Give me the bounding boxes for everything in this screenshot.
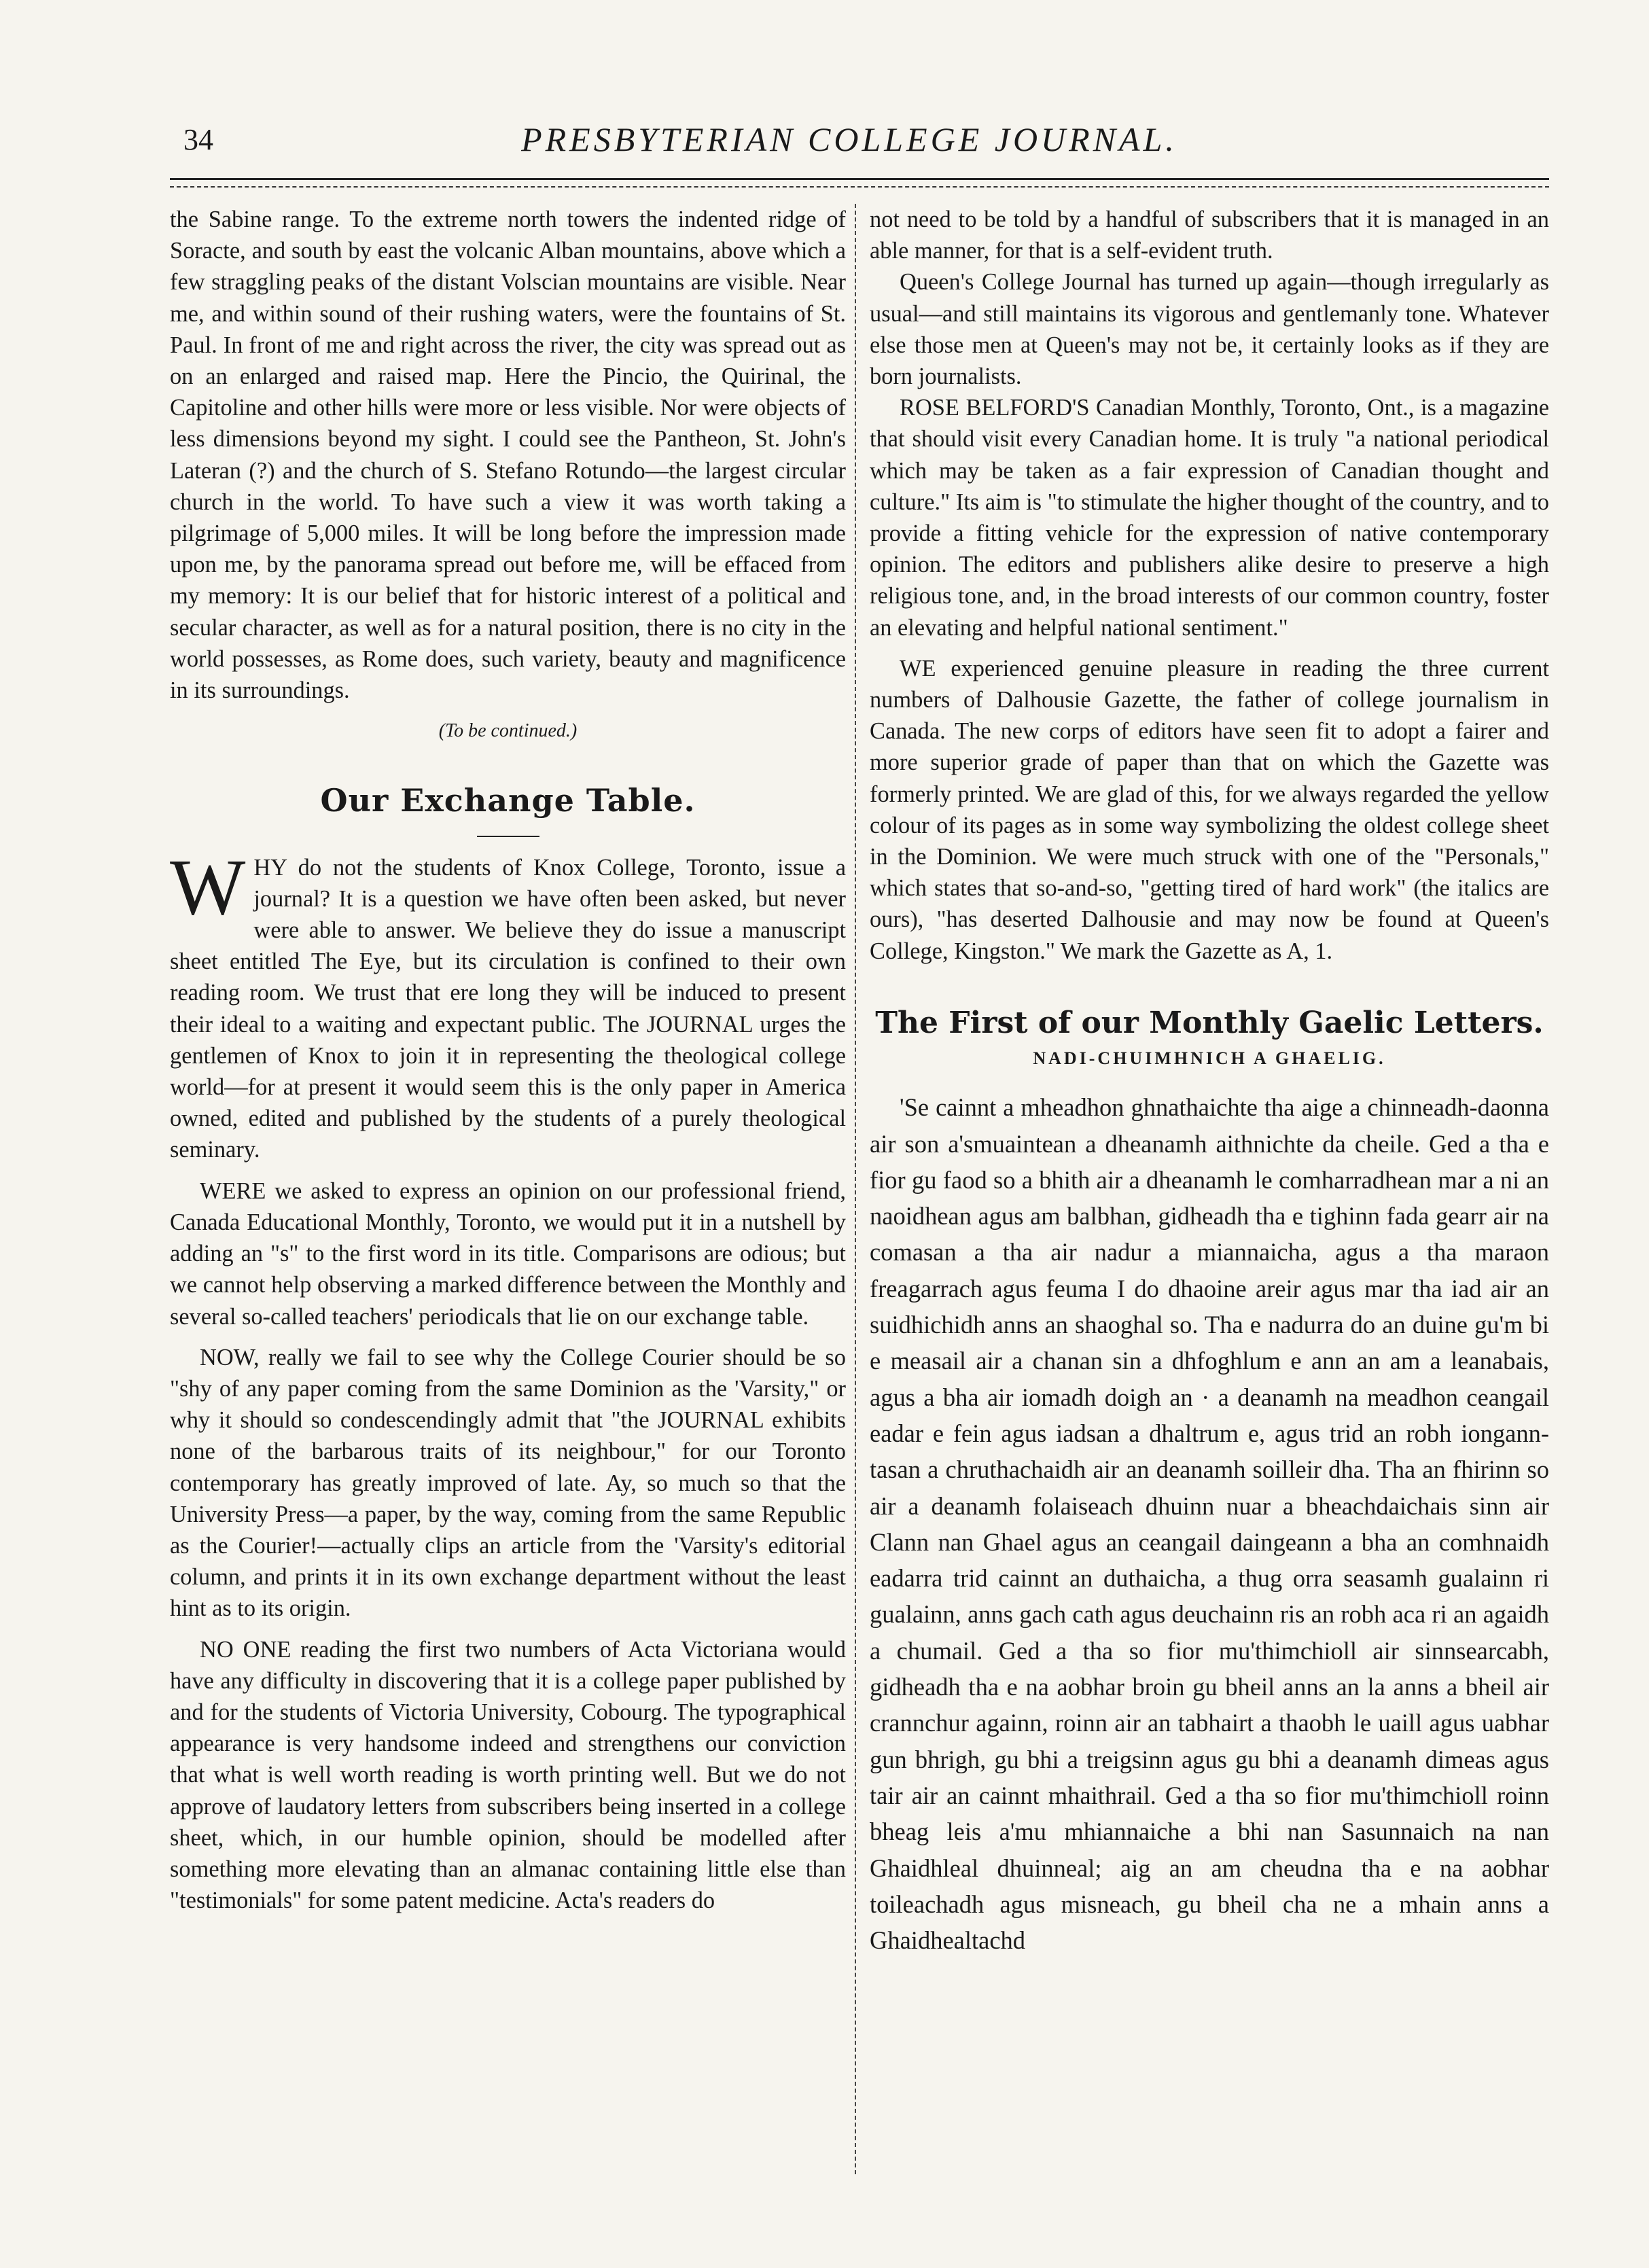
right-column bbox=[870, 204, 1549, 1958]
exchange-paragraph: not need to be told by a handful of subscribers that it is managed in an able manner, for that is a self-evident truth. bbox=[870, 207, 1549, 264]
exchange-paragraph-text: HY do not the students of Knox College, Toronto, issue a journal? It is a question we have often been asked, but never were able to answer. We believe they do issue a manuscript sheet entitled The Eye, but its circulation is confined to their own reading room. We trust that ere long they will be induced to present their ideal to a waiting and expectant public. The JOURNAL urges the gentlemen of Knox to join it in representing the theological college world—for at present it would seem this is the only paper in America owned, edited and published by the students of a purely theological seminary. bbox=[170, 854, 846, 1163]
exchange-paragraph: WE experienced genuine pleasure in reading the three current numbers of Dalhousie Gazette, the father of college journalism in Canada. The new corps of editors have seen fit to adopt a fairer and more superior grade of paper than that on which the Gazette was formerly printed. We are glad of this, for we always regarded the yellow colour of its pages as in some way symbolizing the oldest college sheet in the Dominion. We were much struck with one of the "Personals," which states that so-and-so, "getting tired of hard work" (the italics are ours), "has deserted Dalhousie and may now be found at Queen's College, Kingston." We mark the Gazette as A, 1. bbox=[870, 655, 1549, 964]
section-spacer bbox=[870, 967, 1549, 1008]
running-title: PRESBYTERIAN COLLEGE JOURNAL. bbox=[521, 120, 1177, 158]
title-rule bbox=[477, 836, 539, 837]
column-divider bbox=[855, 204, 856, 2174]
section-subheading: NADI-CHUIMHNICH A GHAELIG. bbox=[1033, 1048, 1386, 1069]
header-rule bbox=[170, 178, 1549, 180]
exchange-paragraph: Queen's College Journal has turned up again—though irregularly as usual—and still maintains its vigorous and gentlemanly tone. Whatever else those men at Queen's may not be, it certainly looks as if they are born journalists. bbox=[870, 269, 1549, 390]
exchange-paragraph: NO ONE reading the first two numbers of Acta Victoriana would have any difficulty in discovering that it is a college paper published by and for the students of Victoria University, Cobourg. The typographical appearance is very handsome indeed and strengthens our conviction that what is well worth reading is worth printing well. But we do not approve of laudatory letters from subscribers being inserted in a college sheet, which, in our humble opinion, should be modelled after something more elevating than an almanac containing little else than "testimonials" for some patent medicine. Acta's readers do bbox=[170, 1636, 846, 1914]
exchange-paragraph: NOW, really we fail to see why the College Courier should be so "shy of any paper coming from the same Dominion as the 'Varsity," or why it should so condescendingly admit that "the JOURNAL exhibits none of the barbarous traits of its neighbour," for our Toronto contemporary has greatly improved of late. Ay, so much so that the University Press—a paper, by the way, coming from the same Republic as the Courier!—actually clips an article from the 'Varsity's editorial column, and prints it in its own exchange department without the least hint as to its origin. bbox=[170, 1344, 846, 1622]
exchange-paragraph: WERE we asked to express an opinion on our professional friend, Canada Educational Monthly, Toronto, we would put it in a nutshell by adding an "s" to the first word in its title. Comparisons are odious; but we cannot help observing a marked difference between the Monthly and several so-called teachers' periodicals that lie on our exchange table. bbox=[170, 1177, 846, 1330]
exchange-paragraph bbox=[170, 842, 846, 1166]
drop-cap: W bbox=[170, 842, 246, 932]
page-header bbox=[156, 116, 1542, 170]
gaelic-letter-text: 'Se cainnt a mheadhon ghnathaichte tha aige a chinneadh-daonna air son a'smuaintean a dheanamh aithnichte da cheile. Ged a tha e fior gu faod so a bhith air a dheanamh le comharradhean mar a ni an naoidhean agus am balbhan, gidheadh tha e tighinn fada gearr air na comasan a tha air nadur a miannaicha, agus a tha maraon freagarrach agus feuma I do dhaoine areir agus mar tha iad air an suidhichidh anns an shaoghal so. Tha e nadurra do an duine gu'm bi e measail air a chanan sin a dhfoghlum e ann an am a leanabais, agus a bha air iomadh doigh an · a deanamh na meadhon ceangail eadar e fein agus iadsan a dhaltrum e, agus trid an robh iongann-tasan a chruthachaidh air an deanamh soilleir dha. Tha an fhirinn so air a deanamh folaiseach dhuinn nuar a bheachdaichais sinn air Clann nan Ghael agus an ceangail daingeann a bha an comhnaidh eadarra trid cainnt an duthaicha, a thug orra seasamh gualainn ri gualainn, anns gach cath agus deuchainn ris an robh aca ri an agaidh a chumail. Ged a tha so fior mu'thimchioll air sinnsearcabh, gidheadh tha e na aobhar broin gu bheil anns an la anns a bheil air crannchur againn, roinn air an tabhairt a thaobh le uaill agus uabhar gun bhrigh, gu bhi a treigsinn agus gu bhi a deanamh dimeas agus tair air an cainnt mhaithrail. Ged a tha so fior mu'thimchioll roinn bheag leis a'mu mhiannaiche a bhi nan Sasunnaich na nan Ghaidhleal dhuinneal; aig an am cheudna tha e na aobhar toileachadh agus misneach, gu bheil cha ne a mhain anns a Ghaidhealtachd bbox=[870, 1093, 1549, 1955]
section-title-gaelic: The First of our Monthly Gaelic Letters. bbox=[875, 1005, 1544, 1040]
article-paragraph: the Sabine range. To the extreme north towers the indented ridge of Soracte, and south by east the volcanic Alban mountains, above which a few straggling peaks of the distant Volscian mountains are visible. Near me, and within sound of their rushing waters, were the fountains of St. Paul. In front of me and right across the river, the city was spread out as on an enlarged and raised map. Here the Pincio, the Quirinal, the Capitoline and other hills were more or less visible. Nor were objects of less dimensions beyond my sight. I could see the Pantheon, St. John's Lateran (?) and the church of S. Stefano Rotundo—the largest circular church in the world. To have such a view it was worth taking a pilgrimage of 5,000 miles. It will be long before the impression made upon me, by the panorama spread out before me, will be effaced from my memory: It is our belief that for historic interest of a political and secular character, as well as for a natural position, there is no city in the world possesses, as Rome does, such variety, beauty and magnificence in its surroundings. bbox=[170, 207, 846, 704]
header-rule-dashed bbox=[170, 186, 1549, 188]
exchange-paragraph: ROSE BELFORD'S Canadian Monthly, Toronto, Ont., is a magazine that should visit every Canadian home. It is truly "a national periodical which may be taken as a fair expression of Canadian thought and culture." Its aim is "to stimulate the higher thought of the country, and to provide a fitting vehicle for the expression of native contemporary opinion. The editors and publishers alike desire to preserve a high religious tone, and, in the broad interests of our common country, foster an elevating and helpful national sentiment." bbox=[870, 395, 1549, 641]
page-number: 34 bbox=[183, 123, 213, 156]
to-be-continued: (To be continued.) bbox=[438, 720, 578, 742]
section-title-exchange: Our Exchange Table. bbox=[320, 782, 696, 819]
left-column bbox=[170, 204, 846, 1916]
